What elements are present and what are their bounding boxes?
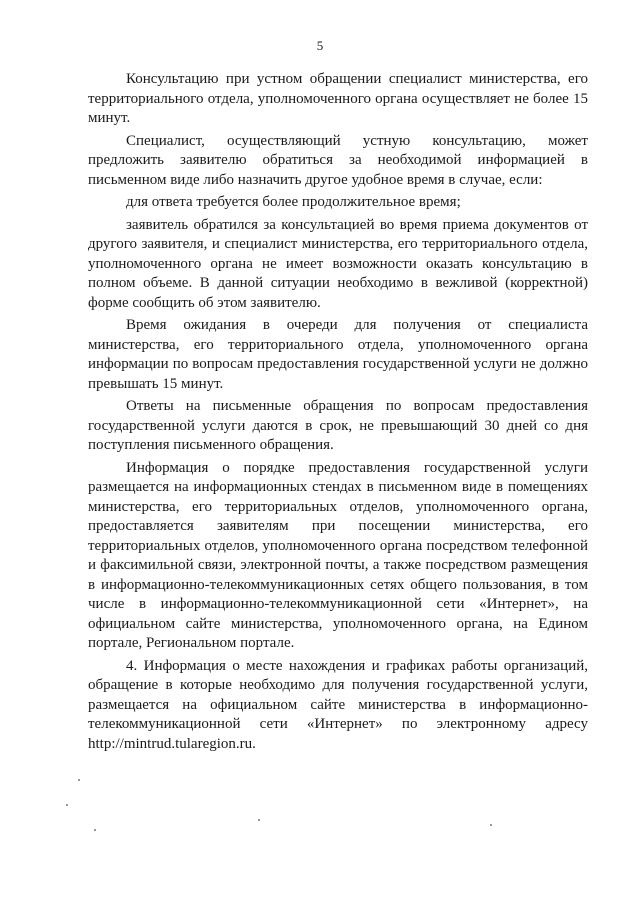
scan-speck [258, 819, 260, 821]
paragraph-condition-busy: заявитель обратился за консультацией во время приема документов от другого заявителя, и специалист министерства, его территориального отдела, уполномоченного органа не имеет возможности оказать консультацию в полном объеме. В данной ситуации необходимо в вежливой (корректной) форме сообщить об этом заявителю. [88, 216, 588, 311]
paragraph-organizations-info: 4. Информация о месте нахождения и графиках работы организаций, обращение в которые необходимо для получения государственной услуги, размещается на официальном сайте министерства в информационно-телекоммуникационной сети «Интернет» по электронному адресу http://mintrud.tularegion.ru. [88, 657, 588, 752]
paragraph-queue-wait: Время ожидания в очереди для получения от специалиста министерства, его территориального отдела, уполномоченного органа информации по вопросам предоставления государственной услуги не должно превышать 15 минут. [88, 317, 588, 392]
page-number: 5 [316, 38, 324, 53]
document-body [88, 70, 588, 757]
paragraph-condition-longer-time: для ответа требуется более продолжительное время; [126, 194, 461, 210]
paragraph-written-replies: Ответы на письменные обращения по вопросам предоставления государственной услуги даются в срок, не превышающий 30 дней со дня поступления письменного обращения. [88, 398, 588, 453]
paragraph-information-placement: Информация о порядке предоставления государственной услуги размещается на информационных стендах в письменном виде в помещениях министерства, его территориальных отделов, уполномоченного органа, предоставляется заявителям при посещении министерства, его территориальных отделов, уполномоченного органа посредством телефонной и факсимильной связи, электронной почты, а также посредством размещения в информационно-телекоммуникационных сетях общего пользования, в том числе в информационно-телекоммуникационной сети «Интернет», на официальном сайте министерства, уполномоченного органа, на Едином портале, Региональном портале. [88, 459, 588, 651]
scan-speck [78, 779, 80, 781]
scan-speck [94, 829, 96, 831]
scan-speck [66, 804, 68, 806]
scan-speck [490, 824, 492, 826]
paragraph-consultation-duration: Консультацию при устном обращении специалист министерства, его территориального отдела, уполномоченного органа осуществляет не более 15 минут. [88, 71, 588, 126]
paragraph-specialist-options: Специалист, осуществляющий устную консультацию, может предложить заявителю обратиться за необходимой информацией в письменном виде либо назначить другое удобное время в случае, если: [88, 132, 588, 188]
